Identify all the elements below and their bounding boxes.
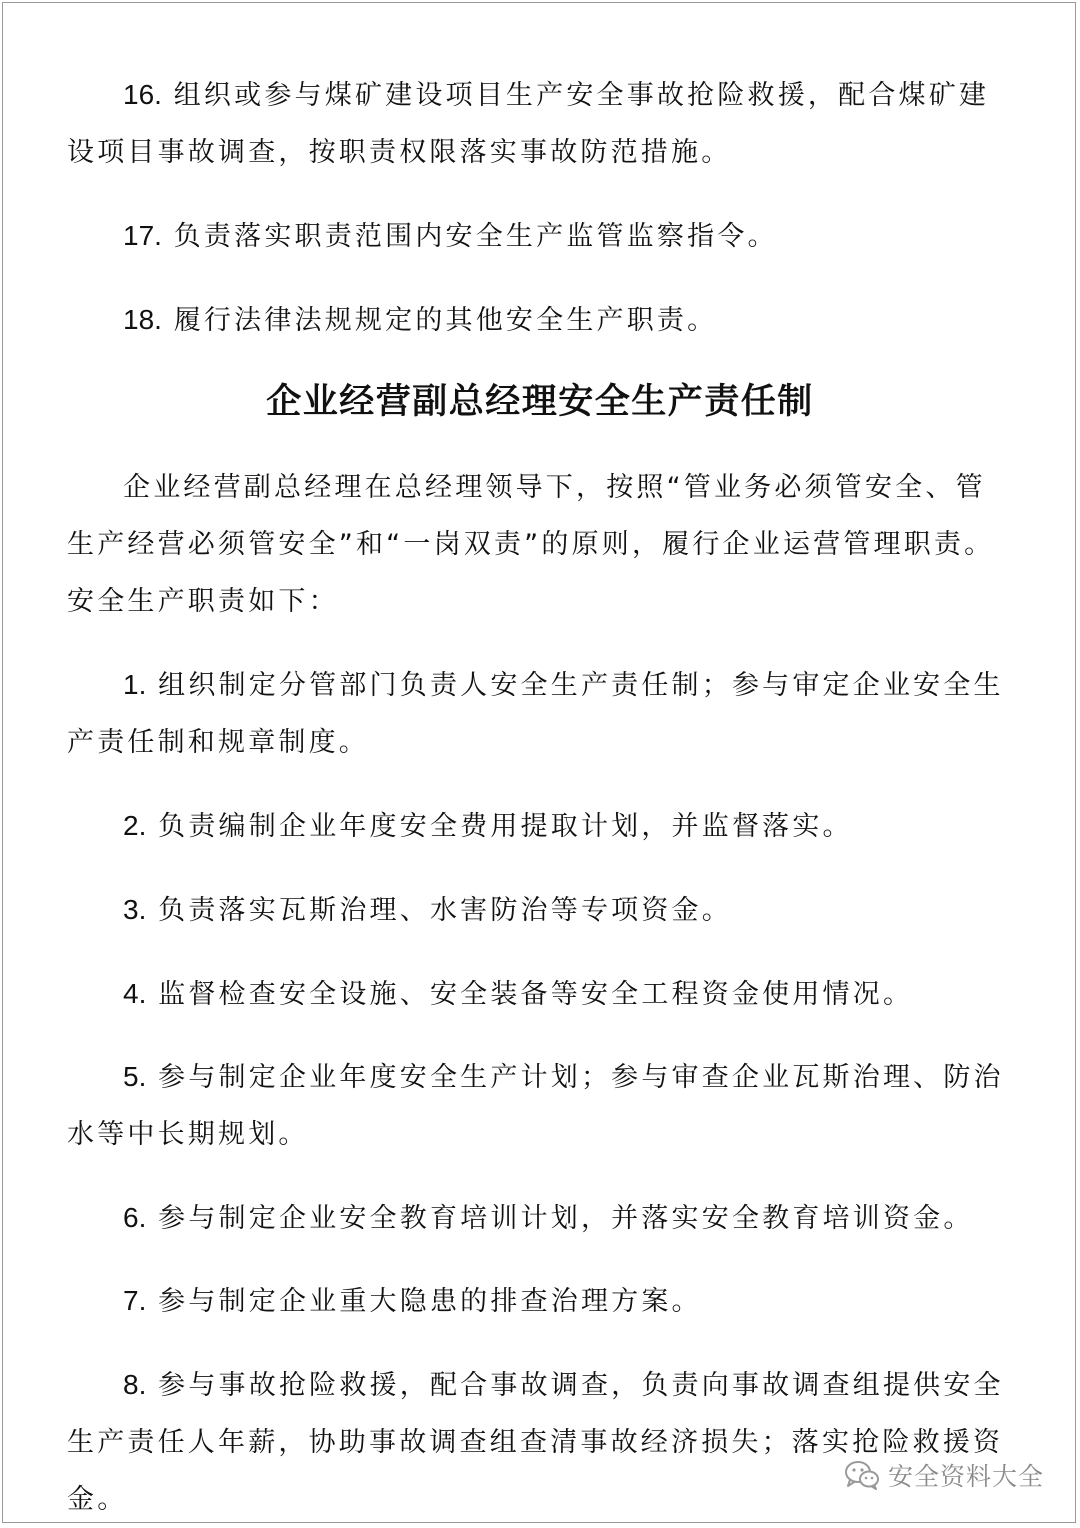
list-item-17 [67, 207, 1015, 265]
item-text: 参与制定企业重大隐患的排查治理方案。 [146, 1286, 702, 1317]
item-number: 3. [123, 894, 147, 925]
item-text: 负责落实瓦斯治理、水害防治等专项资金。 [146, 895, 732, 926]
list-item-7 [67, 1272, 1015, 1330]
watermark [844, 1455, 1044, 1495]
item-number: 16. [123, 79, 162, 110]
item-text: 负责落实职责范围内安全生产监管监察指令。 [161, 221, 778, 252]
item-text: 参与制定企业安全教育培训计划，并落实安全教育培训资金。 [146, 1203, 974, 1234]
list-item-3 [67, 881, 1015, 939]
item-text: 参与制定企业年度安全生产计划；参与审查企业瓦斯治理、防治水等中长期规划。 [67, 1062, 1004, 1150]
item-number: 1. [123, 669, 147, 700]
list-item-2 [67, 797, 1015, 855]
list-item-8 [67, 1356, 1015, 1528]
item-text: 组织制定分管部门负责人安全生产责任制；参与审定企业安全生产责任制和规章制度。 [67, 670, 1004, 758]
watermark-text: 安全资料大全 [887, 1462, 1044, 1491]
item-number: 8. [123, 1369, 147, 1400]
intro-paragraph: 企业经营副总经理在总经理领导下，按照“管业务必须管安全、管生产经营必须管安全”和“一岗双责”的原则，履行企业运营管理职责。安全生产职责如下： [67, 472, 995, 617]
list-item-18 [67, 291, 1015, 349]
item-number: 7. [123, 1285, 147, 1316]
item-text: 履行法律法规规定的其他安全生产职责。 [161, 305, 718, 336]
item-text: 负责编制企业年度安全费用提取计划，并监督落实。 [146, 811, 853, 842]
wechat-icon [844, 1460, 880, 1490]
item-number: 18. [123, 304, 162, 335]
section-title: 企业经营副总经理安全生产责任制 [266, 382, 814, 422]
item-number: 6. [123, 1202, 147, 1233]
item-number: 17. [123, 220, 162, 251]
list-item-6 [67, 1189, 1015, 1247]
list-item-16 [67, 66, 1015, 181]
item-number: 4. [123, 978, 147, 1009]
item-number: 2. [123, 810, 147, 841]
item-text: 监督检查安全设施、安全装备等安全工程资金使用情况。 [146, 979, 914, 1010]
item-text: 组织或参与煤矿建设项目生产安全事故抢险救援，配合煤矿建设项目事故调查，按职责权限落实事故防范措施。 [67, 80, 990, 168]
list-item-4 [67, 965, 1015, 1023]
item-number: 5. [123, 1061, 147, 1092]
item-text: 参与事故抢险救援，配合事故调查，负责向事故调查组提供安全生产责任人年薪，协助事故调查组查清事故经济损失；落实抢险救援资金。 [67, 1370, 1004, 1515]
list-item-5 [67, 1048, 1015, 1163]
list-item-1 [67, 656, 1015, 771]
